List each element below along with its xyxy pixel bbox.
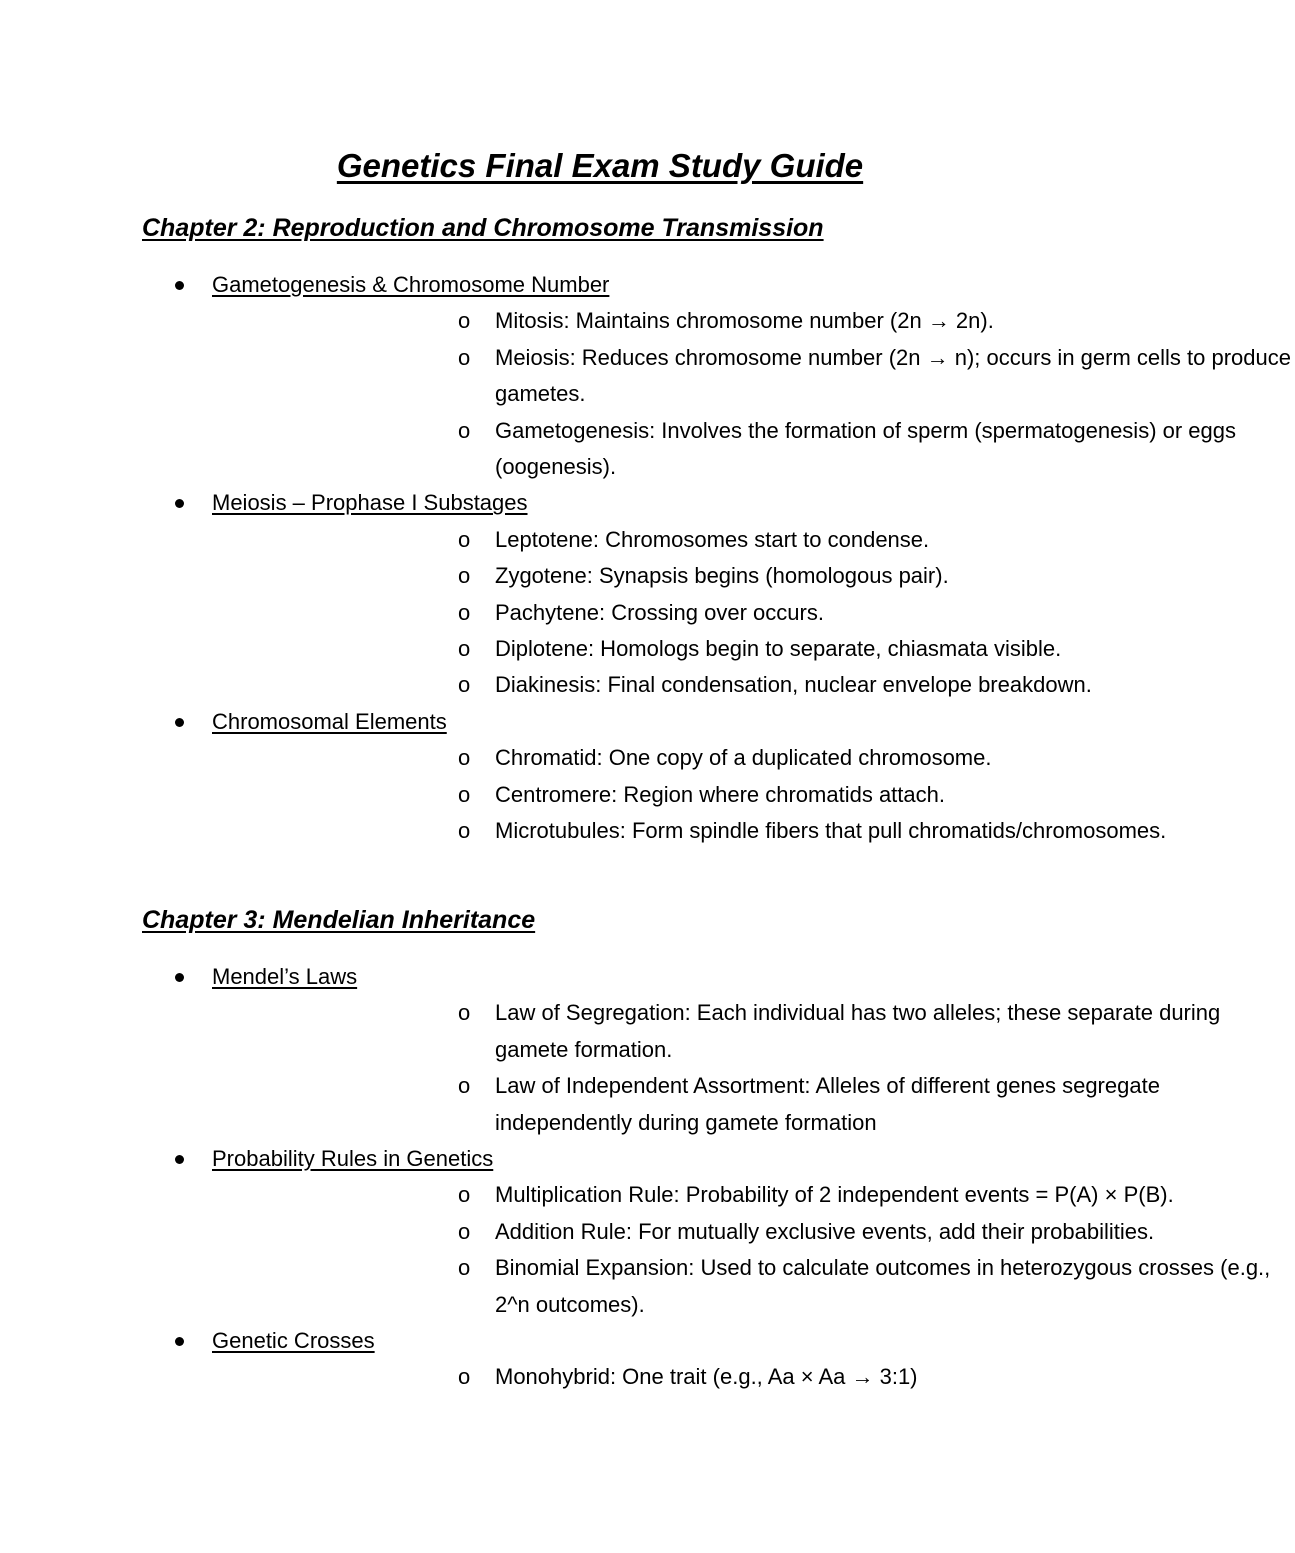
list-item-text: Law of Segregation: Each individual has two alleles; these separate during gamete formation. [495,1000,1221,1062]
page-title: Genetics Final Exam Study Guide [336,147,864,184]
list-item [212,522,1295,558]
circle-bullet-icon: o [458,417,471,443]
topic-label: Genetic Crosses [212,1328,375,1354]
circle-bullet-icon: o [458,636,471,662]
circle-bullet-icon: o [458,1000,471,1026]
list-item [212,740,1295,776]
topic-label: Chromosomal Elements [212,708,447,734]
circle-bullet-icon: o [458,308,471,334]
list-item [212,558,1295,594]
circle-bullet-icon: o [458,526,471,552]
list-item-text: Law of Independent Assortment: Alleles of different genes segregate independently during gamete formation [495,1073,1160,1135]
circle-bullet-icon: o [458,1182,471,1208]
topic-meiosis-prophase [0,485,1200,703]
list-item-text: Diakinesis: Final condensation, nuclear envelope breakdown. [495,672,1092,698]
list-item-text: Multiplication Rule: Probability of 2 independent events = P(A) × P(B). [495,1182,1174,1208]
circle-bullet-icon: o [458,563,471,589]
list-item-text: Meiosis: Reduces chromosome number (2n → n); occurs in germ cells to produce gametes. [495,344,1291,407]
list-item [212,813,1295,849]
circle-bullet-icon: o [458,672,471,698]
list-item-text: Addition Rule: For mutually exclusive events, add their probabilities. [495,1218,1155,1244]
chapter-2-topic-list [0,267,1291,850]
list-item-text: Chromatid: One copy of a duplicated chromosome. [495,745,992,771]
list-item-text: Diplotene: Homologs begin to separate, chiasmata visible. [495,636,1062,662]
list-item [212,340,1295,413]
subtopic-list [212,995,1221,1141]
subtopic-list [212,303,1291,485]
subtopic-list [212,740,1200,849]
chapter-3-heading: Chapter 3: Mendelian Inheritance [142,906,536,934]
circle-bullet-icon: o [458,781,471,807]
circle-bullet-icon: o [458,1364,471,1390]
topic-mendels-laws [0,959,1221,1141]
bullet-icon [175,973,184,982]
list-item [212,413,1295,486]
circle-bullet-icon: o [458,344,471,370]
bullet-icon [175,281,184,290]
topic-gametogenesis [0,267,1291,485]
list-item [212,1177,1295,1213]
circle-bullet-icon: o [458,1255,471,1281]
subtopic-list [212,1177,1271,1323]
list-item [212,1068,1295,1141]
list-item [212,1214,1295,1250]
list-item-text: Leptotene: Chromosomes start to condense. [495,526,930,552]
list-item-text: Pachytene: Crossing over occurs. [495,599,824,625]
topic-genetic-crosses [0,1323,1200,1396]
topic-label: Probability Rules in Genetics [212,1146,494,1172]
list-item [212,1250,1295,1323]
bullet-icon [175,1337,184,1346]
list-item [212,631,1295,667]
list-item [212,777,1295,813]
list-item-text: Gametogenesis: Involves the formation of sperm (spermatogenesis) or eggs (oogenesis). [495,417,1237,480]
chapter-2-heading: Chapter 2: Reproduction and Chromosome Transmission [142,214,824,242]
subtopic-list [212,522,1200,704]
list-item [212,995,1295,1068]
list-item-text: Mitosis: Maintains chromosome number (2n → 2n). [495,308,994,334]
topic-probability-rules [0,1141,1271,1323]
topic-label: Meiosis – Prophase I Substages [212,490,528,516]
list-item [212,667,1295,703]
circle-bullet-icon: o [458,1073,471,1099]
list-item [212,1359,1295,1395]
circle-bullet-icon: o [458,599,471,625]
list-item-text: Binomial Expansion: Used to calculate outcomes in heterozygous crosses (e.g., 2^n outcomes). [495,1255,1271,1317]
topic-label: Mendel’s Laws [212,964,358,989]
circle-bullet-icon: o [458,818,471,844]
circle-bullet-icon: o [458,1218,471,1244]
list-item [212,595,1295,631]
bullet-icon [175,718,184,727]
topic-label: Gametogenesis & Chromosome Number [212,272,610,297]
list-item [212,303,1295,339]
bullet-icon [175,1155,184,1164]
list-item-text: Monohybrid: One trait (e.g., Aa × Aa → 3:1) [495,1364,918,1390]
list-item-text: Centromere: Region where chromatids attach. [495,781,945,807]
chapter-3-topic-list [0,959,1271,1396]
list-item-text: Zygotene: Synapsis begins (homologous pair). [495,563,949,589]
circle-bullet-icon: o [458,745,471,771]
bullet-icon [175,499,184,508]
topic-chromosomal-elements [0,704,1200,850]
list-item-text: Microtubules: Form spindle fibers that pull chromatids/chromosomes. [495,818,1167,844]
subtopic-list [212,1359,1200,1395]
